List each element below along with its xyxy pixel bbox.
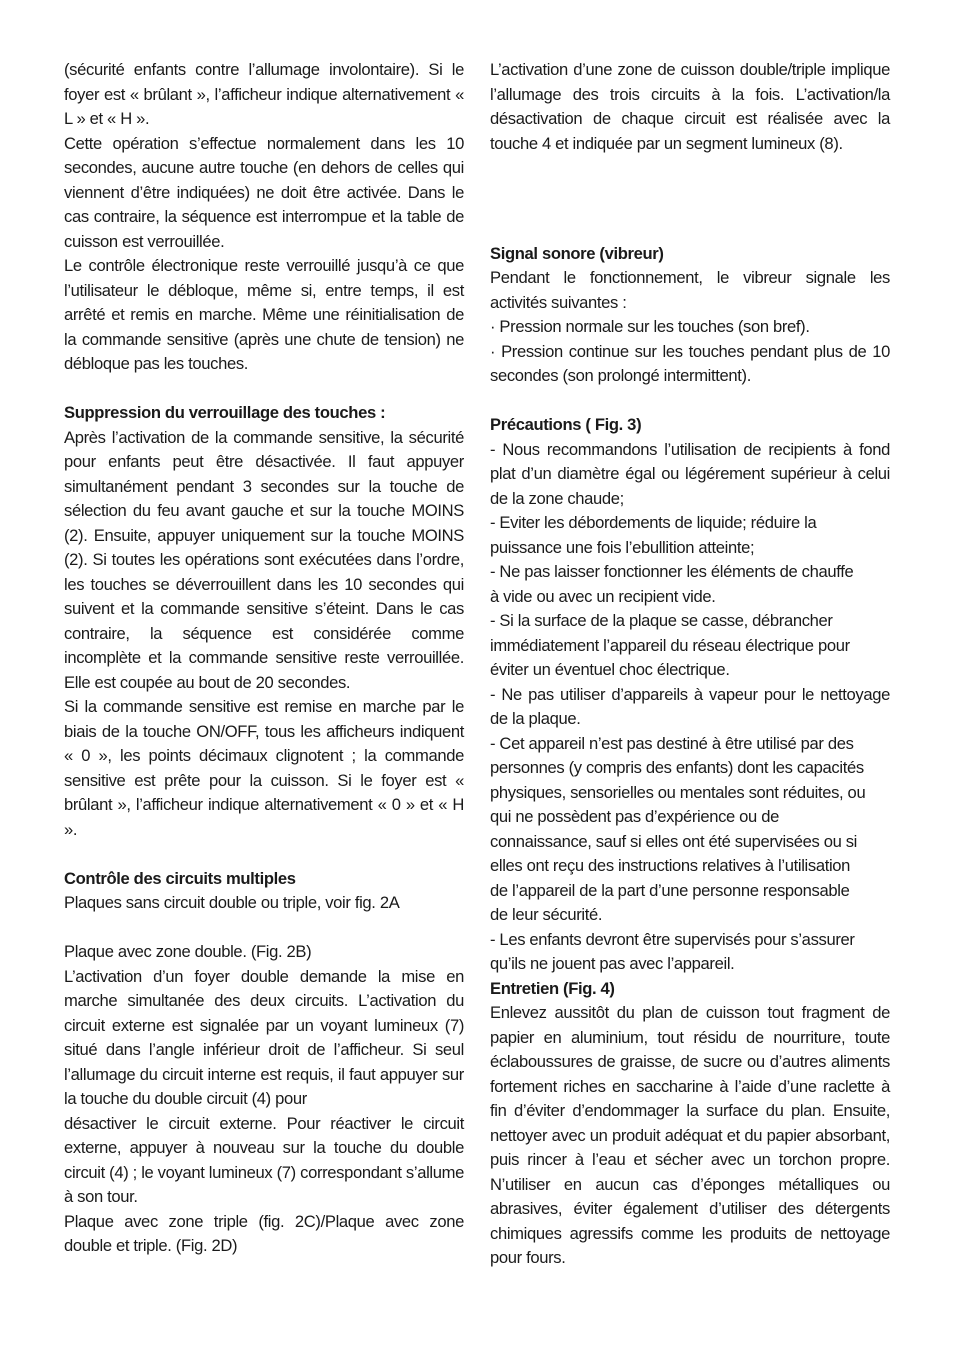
paragraph: Si la commande sensitive est remise en marche par le biais de la touche ON/OFF, tous les afficheurs indiquent « 0 », les points décimaux clignotent ; la commande sensitive est prête pour la cuisson. Si le foyer est « brûlant », l’afficheur indique alternativement « 0 » et « H ». — [64, 697, 464, 839]
paragraph-line: elles ont reçu des instructions relatives à l’utilisation — [490, 856, 851, 875]
paragraph-line: - Eviter les débordements de liquide; réduire la — [490, 513, 817, 532]
left-column — [64, 58, 464, 1259]
paragraph-line: - Ne pas laisser fonctionner les éléments de chauffe — [490, 562, 854, 581]
right-column — [490, 58, 890, 1271]
paragraph: Après l’activation de la commande sensitive, la sécurité pour enfants peut être désactivée. Il faut appuyer simultanément pendant 3 secondes sur la touche de sélection du feu avant gauche et sur la touche MOINS (2). Ensuite, appuyer uniquement sur la touche MOINS (2). Si toutes les opérations sont exécutées dans l’ordre, les touches se déverrouillent dans les 10 secondes qui suivent et la commande sensitive s’éteint. Dans le cas contraire, la séquence est considérée comme incomplète et la commande sensitive reste verrouillée. Elle est coupée au bout de 20 secondes. — [64, 427, 464, 692]
section-heading: Précautions ( Fig. 3) — [490, 415, 642, 434]
paragraph-line: de leur sécurité. — [490, 905, 603, 924]
paragraph: L’activation d’un foyer double demande la mise en marche simultanée des deux circuits. L’activation du circuit externe est signalée par un voyant lumineux (7) situé dans l’angle inférieur droit de l’afficheur. Si seul l’allumage du circuit interne est requis, il faut appuyer sur la touche du double circuit (4) pour — [64, 966, 464, 1108]
paragraph-line: - Si la surface de la plaque se casse, débrancher — [490, 611, 833, 630]
paragraph-line: connaissance, sauf si elles ont été supervisées ou si — [490, 831, 858, 851]
paragraph: Plaque avec zone double. (Fig. 2B) — [64, 942, 312, 961]
paragraph-line: - Cet appareil n’est pas destiné à être utilisé par des — [490, 733, 854, 753]
paragraph: désactiver le circuit externe. Pour réactiver le circuit externe, appuyer à nouveau sur la touche du double circuit (4) ; le voyant lumineux (7) correspondant s’allume à son tour. — [64, 1113, 464, 1206]
paragraph-line: - Les enfants devront être supervisés pour s’assurer — [490, 929, 855, 949]
paragraph: - Nous recommandons l’utilisation de recipients à fond plat d’un diamètre égal ou légérement supérieur à celui de la zone chaude; — [490, 439, 890, 508]
paragraph-line: physiques, sensorielles ou mentales sont réduites, ou — [490, 782, 866, 802]
paragraph: Pendant le fonctionnement, le vibreur signale les activités suivantes : — [490, 268, 890, 312]
paragraph-line: qui ne possèdent pas d’expérience ou de — [490, 807, 779, 826]
paragraph-line: à vide ou avec un recipient vide. — [490, 586, 716, 606]
section-heading: Suppression du verrouillage des touches : — [64, 403, 386, 422]
paragraph-line: puissance une fois l’ebullition atteinte; — [490, 537, 755, 557]
paragraph: · Pression normale sur les touches (son bref). — [490, 317, 810, 336]
paragraph: Cette opération s’effectue normalement dans les 10 secondes, aucune autre touche (en dehors de celles qui viennent d’être indiquées) ne doit être activée. Dans le cas contraire, la séquence est interrompue et la table de cuisson est verrouillée. — [64, 133, 464, 251]
section-heading: Signal sonore (vibreur) — [490, 243, 664, 263]
section-heading: Contrôle des circuits multiples — [64, 868, 296, 888]
paragraph: L’activation d’une zone de cuisson double/triple implique l’allumage des trois circuits à la fois. L’activation/la désactivation de chaque circuit est réalisée avec la touche 4 et indiquée par un segment lumineux (8). — [490, 60, 890, 153]
paragraph-line: éviter un éventuel choc électrique. — [490, 660, 730, 679]
paragraph: Le contrôle électronique reste verrouillé jusqu’à ce que l’utilisateur le débloque, même si, entre temps, il est arrêté et remis en marche. Même une réinitialisation de la commande sensitive (après une chute de tension) ne débloque pas les touches. — [64, 256, 464, 373]
paragraph: (sécurité enfants contre l’allumage involontaire). Si le foyer est « brûlant », l’afficheur indique alternativement « L » et « H ». — [64, 60, 464, 128]
section-heading: Entretien (Fig. 4) — [490, 978, 615, 998]
paragraph: Plaques sans circuit double ou triple, voir fig. 2A — [64, 893, 400, 912]
paragraph-line: personnes (y compris des enfants) dont les capacités — [490, 758, 864, 777]
paragraph-line: de l’appareil de la part d’une personne responsable — [490, 880, 850, 900]
paragraph: · Pression continue sur les touches pendant plus de 10 secondes (son prolongé intermittent). — [490, 341, 890, 385]
paragraph-line: qu’ils ne jouent pas avec l’appareil. — [490, 954, 735, 973]
paragraph: - Ne pas utiliser d’appareils à vapeur pour le nettoyage de la plaque. — [490, 684, 890, 728]
paragraph-line: immédiatement l’appareil du réseau électrique pour — [490, 635, 850, 655]
paragraph: Enlevez aussitôt du plan de cuisson tout fragment de papier en aluminium, tout résidu de nourriture, toute éclaboussures de graisse, de sucre ou d’autres aliments fortement riches en saccharine à l’aide d’une raclette à fin d’éviter d’endommager la surface du plan. Ensuite, nettoyer avec un produit adéquat et du papier absorbant, puis rincer à l’eau et sécher avec un torchon propre. N’utiliser en aucun cas d’éponges métalliques ou abrasives, éviter également d’utiliser des détergents chimiques agressifs comme les produits de nettoyage pour fours. — [490, 1003, 890, 1267]
paragraph: Plaque avec zone triple (fig. 2C)/Plaque avec zone double et triple. (Fig. 2D) — [64, 1211, 464, 1255]
